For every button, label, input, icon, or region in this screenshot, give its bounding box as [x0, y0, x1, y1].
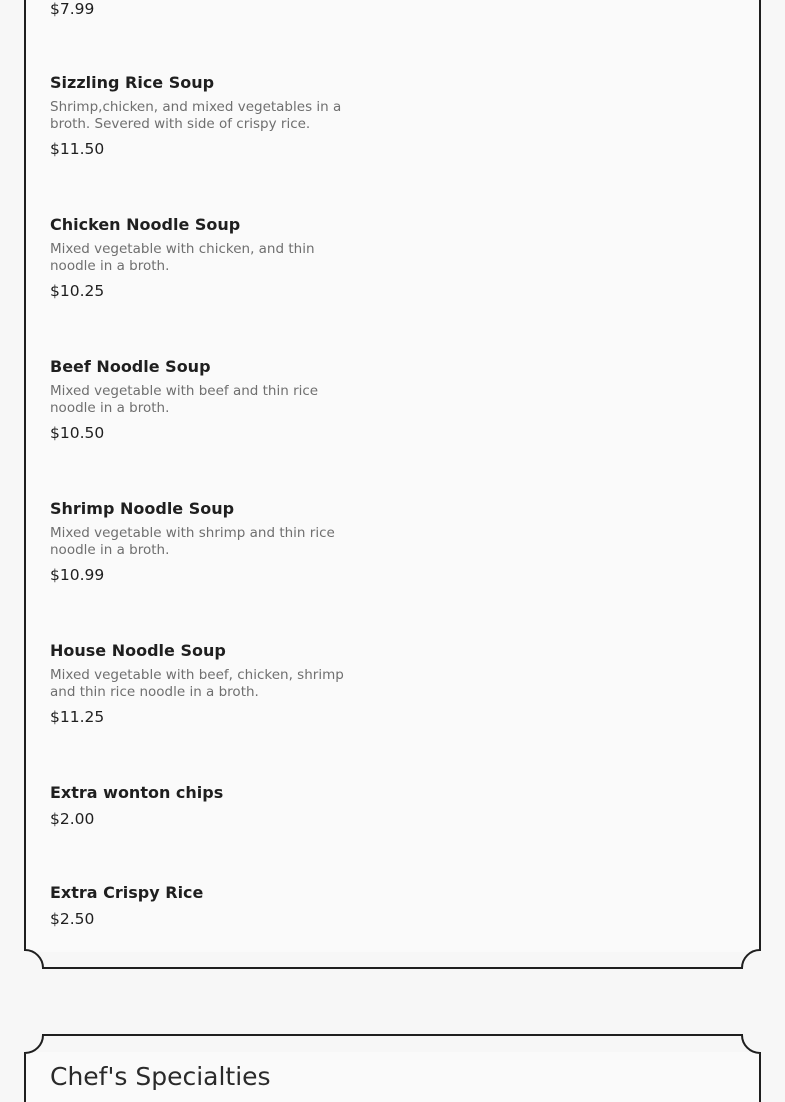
item-name: Extra Crispy Rice — [50, 883, 204, 902]
item-description: Mixed vegetable with shrimp and thin rice noodle in a broth. — [50, 525, 335, 558]
item-name: Chicken Noodle Soup — [50, 215, 241, 234]
menu-item — [50, 499, 360, 585]
item-name: Beef Noodle Soup — [50, 357, 211, 376]
menu-item — [50, 357, 360, 443]
item-description: Mixed vegetable with chicken, and thin noodle in a broth. — [50, 241, 315, 274]
item-price: $10.25 — [50, 282, 105, 300]
item-description: Mixed vegetable with beef and thin rice noodle in a broth. — [50, 383, 319, 416]
item-name: Shrimp Noodle Soup — [50, 499, 235, 518]
item-name: Sizzling Rice Soup — [50, 73, 215, 92]
item-price: $2.00 — [50, 810, 95, 828]
menu-item — [50, 215, 360, 301]
item-name: House Noodle Soup — [50, 641, 226, 660]
item-price: $2.50 — [50, 910, 95, 928]
item-description: Mixed vegetable with beef, chicken, shrimp and thin rice noodle in a broth. — [50, 667, 344, 700]
menu-item-partial — [50, 0, 360, 19]
item-price: $10.50 — [50, 424, 105, 442]
item-price: $11.50 — [50, 140, 105, 158]
menu-item — [50, 783, 360, 829]
menu-item — [50, 641, 360, 727]
item-description: Shrimp,chicken, and mixed vegetables in a broth. Severed with side of crispy rice. — [50, 99, 342, 132]
menu-item — [50, 883, 360, 929]
item-price: $7.99 — [50, 0, 95, 18]
item-price: $10.99 — [50, 566, 105, 584]
item-name: Extra wonton chips — [50, 783, 224, 802]
menu-item — [50, 73, 360, 159]
item-price: $11.25 — [50, 708, 105, 726]
section-title-chefs-specialties: Chef's Specialties — [50, 1062, 271, 1091]
